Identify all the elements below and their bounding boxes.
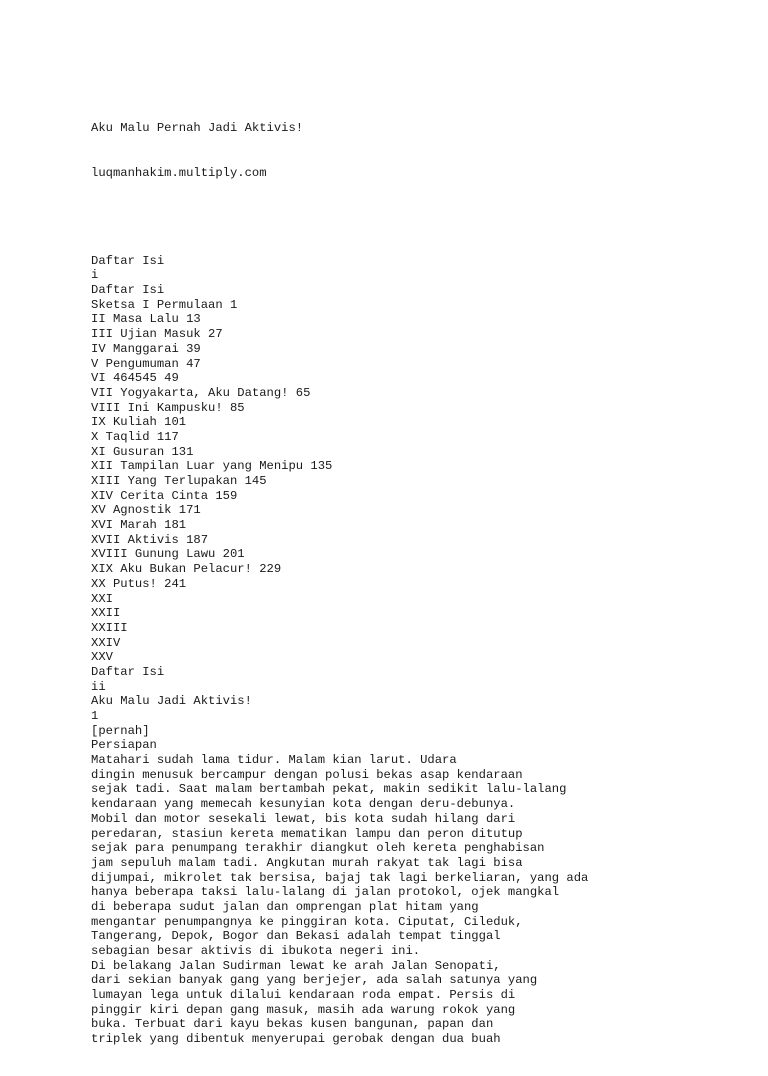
- text-line: XXII: [91, 606, 121, 621]
- text-line: XI Gusuran 131: [91, 444, 194, 459]
- text-line: i: [91, 268, 99, 283]
- text-line: XIII Yang Terlupakan 145: [91, 474, 267, 488]
- text-line: Mobil dan motor sesekali lewat, bis kota sudah hilang dari: [91, 811, 516, 826]
- text-line: Sketsa I Permulaan 1: [91, 297, 238, 312]
- document-title: Aku Malu Pernah Jadi Aktivis!: [91, 121, 304, 136]
- text-line: peredaran, stasiun kereta mematikan lampu dan peron ditutup: [91, 826, 523, 841]
- text-line: mengantar penumpangnya ke pinggiran kota. Ciputat, Cileduk,: [91, 914, 523, 929]
- text-line: XXIV: [91, 635, 121, 650]
- text-line: XVI Marah 181: [91, 518, 187, 533]
- blank-line: [91, 210, 731, 225]
- text-line: XII Tampilan Luar yang Menipu 135: [91, 459, 333, 474]
- text-line: XX Putus! 241: [91, 576, 187, 591]
- text-line: dijumpai, mikrolet tak bersisa, bajaj tak lagi berkeliaran, yang ada: [91, 870, 589, 885]
- text-line: sebagian besar aktivis di ibukota negeri ini.: [91, 944, 421, 958]
- text-line: XIV Cerita Cinta 159: [91, 488, 238, 503]
- text-line: Daftar Isi: [91, 253, 165, 268]
- text-line: Aku Malu Jadi Aktivis!: [91, 694, 252, 709]
- document-body: [91, 254, 731, 1047]
- text-line: buka. Terbuat dari kayu bekas kusen bangunan, papan dan: [91, 1017, 494, 1032]
- document-text: [91, 92, 731, 1076]
- text-line: Daftar Isi: [91, 283, 165, 298]
- text-line: VII Yogyakarta, Aku Datang! 65: [91, 385, 311, 400]
- text-line: III Ujian Masuk 27: [91, 327, 223, 342]
- text-line: XIX Aku Bukan Pelacur! 229: [91, 562, 282, 577]
- text-line: V Pengumuman 47: [91, 356, 201, 371]
- text-line: XXI: [91, 591, 113, 606]
- source-url: luqmanhakim.multiply.com: [91, 165, 267, 180]
- text-line: kendaraan yang memecah kesunyian kota dengan deru-debunya.: [91, 797, 516, 812]
- text-line: ii: [91, 679, 106, 694]
- text-line: lumayan lega untuk dilalui kendaraan roda empat. Persis di: [91, 988, 516, 1003]
- text-line: XVIII Gunung Lawu 201: [91, 547, 245, 562]
- text-line: X Taqlid 117: [91, 429, 179, 444]
- text-line: Persiapan: [91, 738, 157, 753]
- text-line: II Masa Lalu 13: [91, 312, 201, 327]
- text-line: Di belakang Jalan Sudirman lewat ke arah Jalan Senopati,: [91, 958, 501, 973]
- text-line: sejak para penumpang terakhir diangkut oleh kereta penghabisan: [91, 841, 545, 856]
- text-line: VIII Ini Kampusku! 85: [91, 400, 245, 415]
- text-line: XXV: [91, 650, 113, 665]
- text-line: dingin menusuk bercampur dengan polusi bekas asap kendaraan: [91, 767, 523, 782]
- text-line: hanya beberapa taksi lalu-lalang di jalan protokol, ojek mangkal: [91, 885, 560, 900]
- text-line: di beberapa sudut jalan dan omprengan plat hitam yang: [91, 899, 479, 914]
- text-line: IV Manggarai 39: [91, 341, 201, 356]
- text-line: VI 464545 49: [91, 371, 179, 386]
- text-line: 1: [91, 709, 99, 723]
- text-line: XVII Aktivis 187: [91, 532, 209, 547]
- text-line: IX Kuliah 101: [91, 415, 187, 430]
- text-line: XXIII: [91, 620, 128, 635]
- text-line: Tangerang, Depok, Bogor dan Bekasi adalah tempat tinggal: [91, 929, 501, 944]
- text-line: triplek yang dibentuk menyerupai gerobak dengan dua buah: [91, 1032, 501, 1047]
- text-line: XV Agnostik 171: [91, 503, 201, 518]
- text-line: jam sepuluh malam tadi. Angkutan murah rakyat tak lagi bisa: [91, 855, 523, 870]
- text-line: sejak tadi. Saat malam bertambah pekat, makin sedikit lalu-lalang: [91, 782, 567, 797]
- text-line: Daftar Isi: [91, 664, 165, 679]
- text-line: [pernah]: [91, 723, 150, 738]
- text-line: dari sekian banyak gang yang berjejer, ada salah satunya yang: [91, 973, 538, 988]
- text-line: Matahari sudah lama tidur. Malam kian larut. Udara: [91, 753, 457, 768]
- text-line: pinggir kiri depan gang masuk, masih ada warung rokok yang: [91, 1002, 516, 1017]
